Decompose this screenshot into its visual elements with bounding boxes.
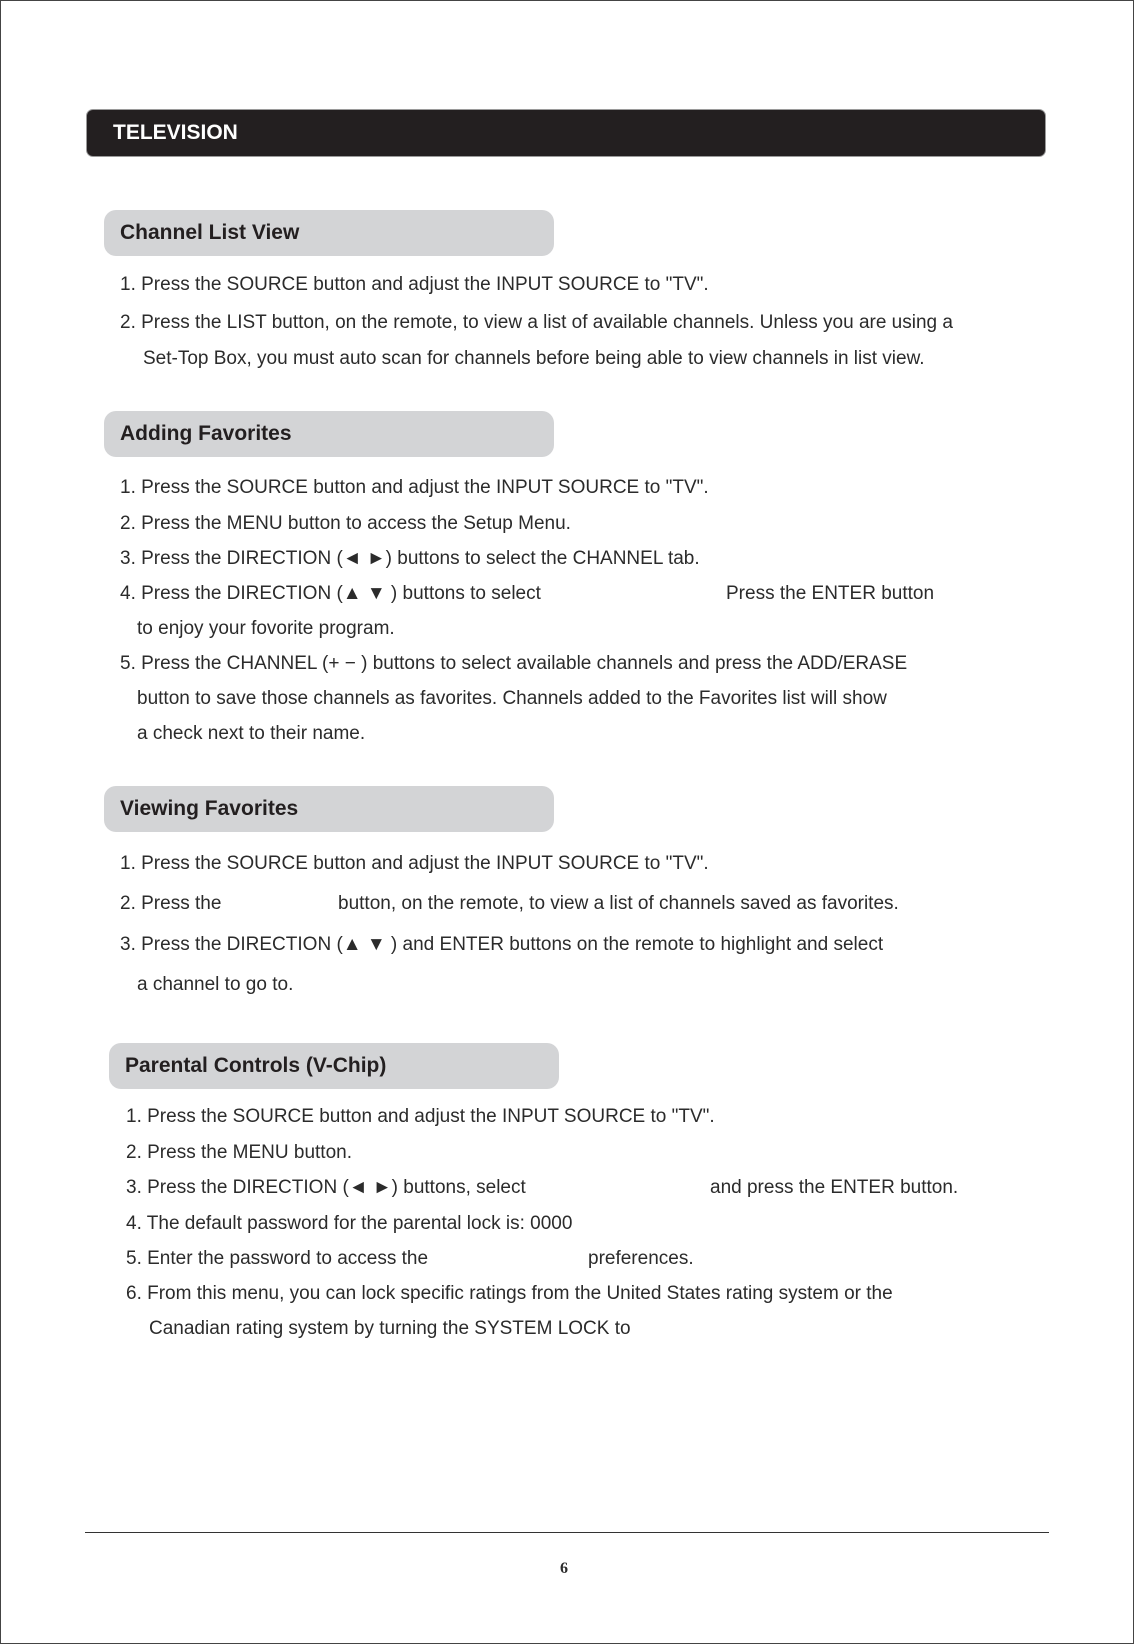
- instruction-line: Set-Top Box, you must auto scan for channels before being able to view channels in list view.: [143, 348, 925, 369]
- instruction-line: 1. Press the SOURCE button and adjust the INPUT SOURCE to "TV".: [120, 477, 709, 498]
- heading-adding-favorites: [104, 411, 554, 457]
- instruction-line: 4. Press the DIRECTION (▲ ▼ ) buttons to select: [120, 583, 541, 604]
- heading-text: Viewing Favorites: [120, 797, 299, 820]
- instruction-line: 3. Press the DIRECTION (▲ ▼ ) and ENTER buttons on the remote to highlight and select: [120, 934, 884, 955]
- instruction-line: 1. Press the SOURCE button and adjust the INPUT SOURCE to "TV".: [126, 1106, 715, 1127]
- heading-text: Adding Favorites: [120, 422, 292, 445]
- instruction-line: to enjoy your fovorite program.: [137, 618, 395, 639]
- instruction-line: 3. Press the DIRECTION (◄ ►) buttons, select: [126, 1177, 526, 1198]
- banner-title: TELEVISION: [113, 121, 238, 144]
- instruction-line: a check next to their name.: [137, 723, 366, 744]
- instruction-line: Press the ENTER button: [726, 583, 935, 604]
- instruction-line: button, on the remote, to view a list of channels saved as favorites.: [338, 893, 899, 914]
- heading-channel-list-view: [104, 210, 554, 256]
- instruction-line: 6. From this menu, you can lock specific ratings from the United States rating system or the: [126, 1283, 893, 1304]
- instruction-line: 2. Press the MENU button.: [126, 1142, 352, 1163]
- page-number: 6: [560, 1560, 568, 1577]
- instruction-line: 1. Press the SOURCE button and adjust the INPUT SOURCE to "TV".: [120, 853, 709, 874]
- instruction-line: a channel to go to.: [137, 974, 294, 995]
- instruction-line: and press the ENTER button.: [710, 1177, 959, 1198]
- section-banner: [86, 109, 1046, 157]
- instruction-line: 2. Press the: [120, 893, 222, 914]
- instruction-line: Canadian rating system by turning the SYSTEM LOCK to: [149, 1318, 631, 1339]
- instruction-line: 2. Press the LIST button, on the remote, to view a list of available channels. Unless you are using a: [120, 312, 953, 333]
- heading-text: Channel List View: [120, 221, 300, 244]
- instruction-line: preferences.: [588, 1248, 694, 1269]
- instruction-line: 5. Enter the password to access the: [126, 1248, 429, 1269]
- footer-divider: [85, 1532, 1049, 1533]
- instruction-line: 2. Press the MENU button to access the Setup Menu.: [120, 513, 571, 534]
- instruction-line: 5. Press the CHANNEL (+ − ) buttons to select available channels and press the ADD/ERASE: [120, 653, 908, 674]
- heading-viewing-favorites: [104, 786, 554, 832]
- heading-parental-controls: [109, 1043, 559, 1089]
- instruction-line: 3. Press the DIRECTION (◄ ►) buttons to select the CHANNEL tab.: [120, 548, 700, 569]
- instruction-line: button to save those channels as favorites. Channels added to the Favorites list will show: [137, 688, 887, 709]
- heading-text: Parental Controls (V-Chip): [125, 1054, 387, 1077]
- instruction-line: 1. Press the SOURCE button and adjust the INPUT SOURCE to "TV".: [120, 274, 709, 295]
- instruction-line: 4. The default password for the parental lock is: 0000: [126, 1213, 573, 1234]
